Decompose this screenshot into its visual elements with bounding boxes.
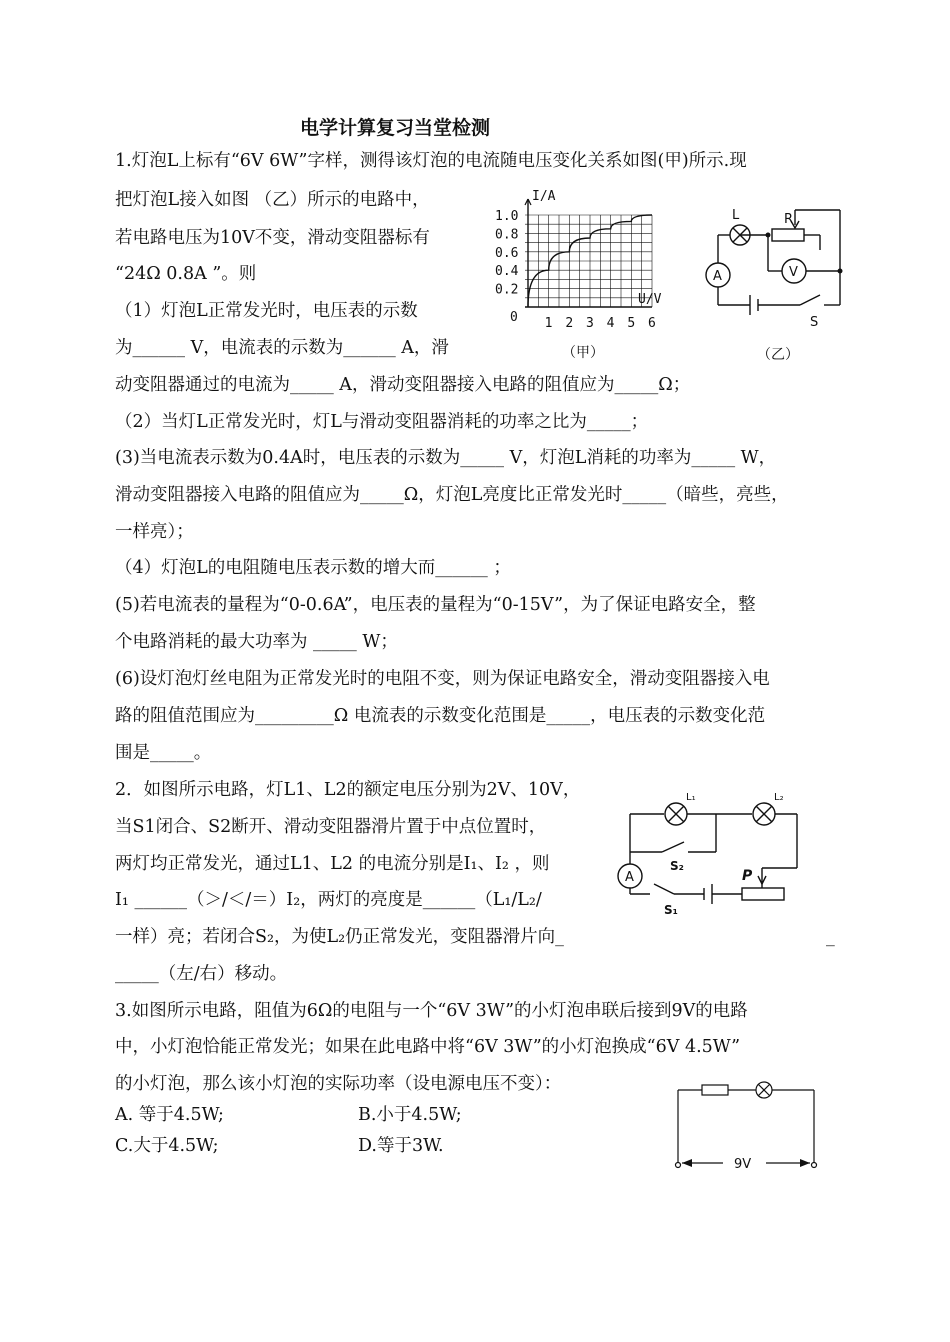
ammeter-label: A xyxy=(713,269,722,284)
text-line: 一样亮）； xyxy=(115,522,194,542)
option-c: C.大于4.5W; xyxy=(115,1136,219,1156)
y-tick-label: 0 xyxy=(510,310,518,325)
trailing-underscore: _ xyxy=(826,927,835,947)
lamp-l1-label: L₁ xyxy=(686,792,696,803)
circuit-q3 xyxy=(668,1075,828,1175)
y-tick-label: 1.0 xyxy=(495,209,519,224)
graph-xlabel: U/V xyxy=(638,292,662,307)
y-tick-label: 0.2 xyxy=(495,282,519,298)
text-line: (3)当电流表示数为0.4A时，电压表的示数为_____ V，灯泡L消耗的功率为_____ W， xyxy=(115,448,777,468)
text-line: _____（左/右）移动。 xyxy=(115,964,288,984)
graph-ylabel: I/A xyxy=(532,189,556,204)
page-title: 电学计算复习当堂检测 xyxy=(300,117,491,139)
ammeter-label: A xyxy=(625,870,634,885)
text-line: 若电路电压为10V不变，滑动变阻器标有 xyxy=(115,228,430,248)
circuit-yi xyxy=(690,195,855,335)
x-tick-label: 6 xyxy=(648,316,656,331)
text-line: （4）灯泡L的电阻随电压表示数的增大而______ ； xyxy=(115,558,511,578)
text-line: (6)设灯泡灯丝电阻为正常发光时的电阻不变，则为保证电路安全，滑动变阻器接入电 xyxy=(115,669,770,689)
text-line: 把灯泡L接入如图 （乙）所示的电路中， xyxy=(115,190,430,210)
switch-s2-label: S₂ xyxy=(670,859,684,873)
x-tick-label: 2 xyxy=(565,316,574,331)
text-line: （2）当灯L正常发光时，灯L与滑动变阻器消耗的功率之比为_____； xyxy=(115,412,649,432)
text-line: 个电路消耗的最大功率为 _____ W； xyxy=(115,632,398,652)
y-tick-label: 0.8 xyxy=(495,227,519,243)
text-line: 2．如图所示电路，灯L1、L2的额定电压分别为2V、10V， xyxy=(115,780,581,800)
y-tick-label: 0.4 xyxy=(495,264,519,280)
option-a: A. 等于4.5W; xyxy=(115,1105,224,1125)
switch-label: S xyxy=(810,315,819,330)
text-line: （1）灯泡L正常发光时，电压表的示数 xyxy=(115,301,418,321)
text-line: 1.灯泡L上标有“6V 6W”字样，测得该灯泡的电流随电压变化关系如图(甲)所示.现 xyxy=(115,151,747,171)
text-line: 3.如图所示电路，阻值为6Ω的电阻与一个“6V 3W”的小灯泡串联后接到9V的电路 xyxy=(115,1001,748,1021)
text-line: 为______ V，电流表的示数为______ A，滑 xyxy=(115,338,449,358)
text-line: 滑动变阻器接入电路的阻值应为_____Ω，灯泡L亮度比正常发光时_____（暗些，亮些， xyxy=(115,485,789,505)
text-line: 两灯均正常发光，通过L1、L2 的电流分别是I₁、I₂ ，则 xyxy=(115,854,550,874)
voltmeter-label: V xyxy=(789,265,798,280)
text-line: 的小灯泡，那么该小灯泡的实际功率（设电源电压不变）： xyxy=(115,1074,562,1094)
text-line: 路的阻值范围应为_________Ω 电流表的示数变化范围是_____，电压表的示数变化范 xyxy=(115,706,766,726)
text-line: “24Ω 0.8A ”。则 xyxy=(115,264,257,284)
text-line: (5)若电流表的量程为“0-0.6A”，电压表的量程为“0-15V”，为了保证电路安全，整 xyxy=(115,595,756,615)
x-tick-label: 5 xyxy=(627,316,636,331)
text-line: 动变阻器通过的电流为_____ A，滑动变阻器接入电路的阻值应为_____Ω； xyxy=(115,375,691,395)
option-d: D.等于3W. xyxy=(358,1136,444,1156)
text-line: I₁ ______（＞/＜/＝）I₂，两灯的亮度是______（L₁/L₂/ xyxy=(115,890,542,910)
y-tick-label: 0.6 xyxy=(495,245,519,261)
text-line: 中，小灯泡恰能正常发光；如果在此电路中将“6V 3W”的小灯泡换成“6V 4.5W” xyxy=(115,1037,741,1057)
option-b: B.小于4.5W; xyxy=(358,1105,462,1125)
caption-yi: （乙） xyxy=(757,347,799,363)
voltage-label: 9V xyxy=(734,1157,752,1172)
graph-grid xyxy=(525,199,652,307)
x-tick-label: 1 xyxy=(544,316,553,331)
switch-s1-label: S₁ xyxy=(664,903,678,917)
x-tick-label: 4 xyxy=(606,316,615,331)
slider-label: P xyxy=(742,868,753,884)
caption-jia: （甲） xyxy=(562,345,604,361)
lamp-label: L xyxy=(732,208,740,223)
circuit-q2 xyxy=(612,790,812,920)
rheostat-label: R xyxy=(784,212,794,227)
iu-graph xyxy=(490,185,670,335)
lamp-l2-label: L₂ xyxy=(774,792,784,803)
text-line: 一样）亮；若闭合S₂，为使L₂仍正常发光，变阻器滑片向_ xyxy=(115,927,564,947)
x-tick-label: 3 xyxy=(586,316,594,331)
text-line: 围是_____。 xyxy=(115,743,212,763)
text-line: 当S1闭合、S2断开、滑动变阻器滑片置于中点位置时， xyxy=(115,817,547,837)
